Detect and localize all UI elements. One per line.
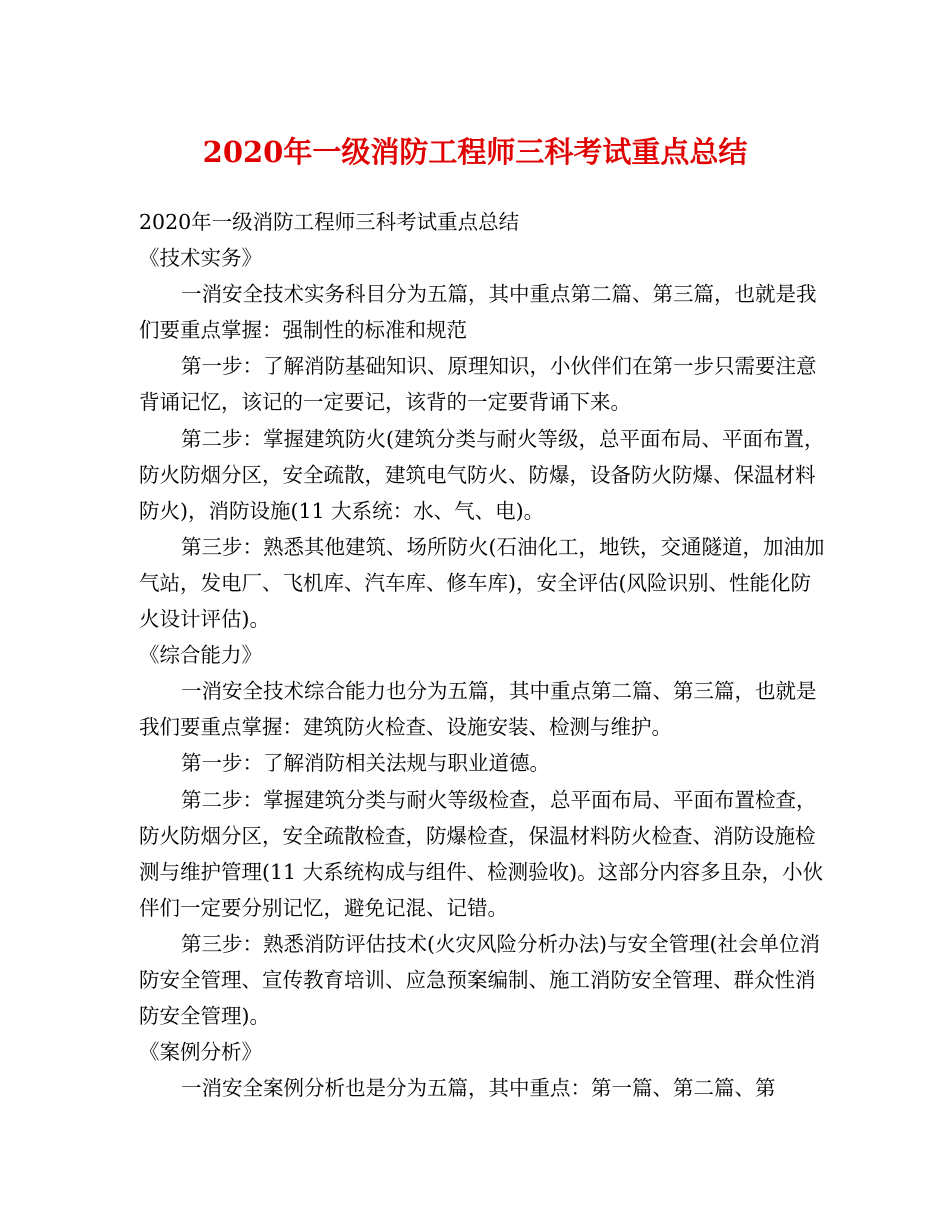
paragraph: 一消安全案例分析也是分为五篇，其中重点：第一篇、第二篇、第 — [181, 1076, 776, 1101]
paragraph: 一消安全技术实务科目分为五篇，其中重点第二篇、第三篇，也就是我们要重点掌握：强制性的标准和规范 — [139, 282, 817, 343]
paragraph: 第二步：掌握建筑分类与耐火等级检查，总平面布局、平面布置检查，防火防烟分区，安全疏散检查，防爆检查，保温材料防火检查、消防设施检测与维护管理(11 大系统构成与组件、检测验收)。这部分内容多且杂，小伙伴们一定要分别记忆，避免记混、记错。 — [139, 787, 824, 920]
section-heading-comprehensive: 《综合能力》 — [139, 643, 262, 668]
section-heading-technical: 《技术实务》 — [139, 246, 262, 271]
paragraph: 第二步：掌握建筑防火(建筑分类与耐火等级，总平面布局、平面布置，防火防烟分区，安全疏散，建筑电气防火、防爆，设备防火防爆、保温材料防火)，消防设施(11 大系统：水、气、电)。 — [139, 426, 825, 523]
paragraph: 一消安全技术综合能力也分为五篇，其中重点第二篇、第三篇，也就是我们要重点掌握：建筑防火检查、设施安装、检测与维护。 — [139, 679, 817, 740]
document-body — [139, 204, 829, 1106]
paragraph: 第三步：熟悉其他建筑、场所防火(石油化工，地铁，交通隧道，加油加气站，发电厂、飞机库、汽车库、修车库)，安全评估(风险识别、性能化防火设计评估)。 — [139, 534, 825, 632]
paragraph-heading-repeat: 2020年一级消防工程师三科考试重点总结 — [139, 210, 520, 234]
paragraph: 第一步：了解消防相关法规与职业道德。 — [181, 751, 550, 776]
document-title: 2020年一级消防工程师三科考试重点总结 — [202, 135, 748, 169]
section-heading-case: 《案例分析》 — [139, 1040, 262, 1065]
paragraph: 第三步：熟悉消防评估技术(火灾风险分析办法)与安全管理(社会单位消防安全管理、宣传教育培训、应急预案编制、施工消防安全管理、群众性消防安全管理)。 — [139, 931, 820, 1029]
paragraph: 第一步：了解消防基础知识、原理知识，小伙伴们在第一步只需要注意背诵记忆，该记的一定要记，该背的一定要背诵下来。 — [139, 354, 817, 415]
